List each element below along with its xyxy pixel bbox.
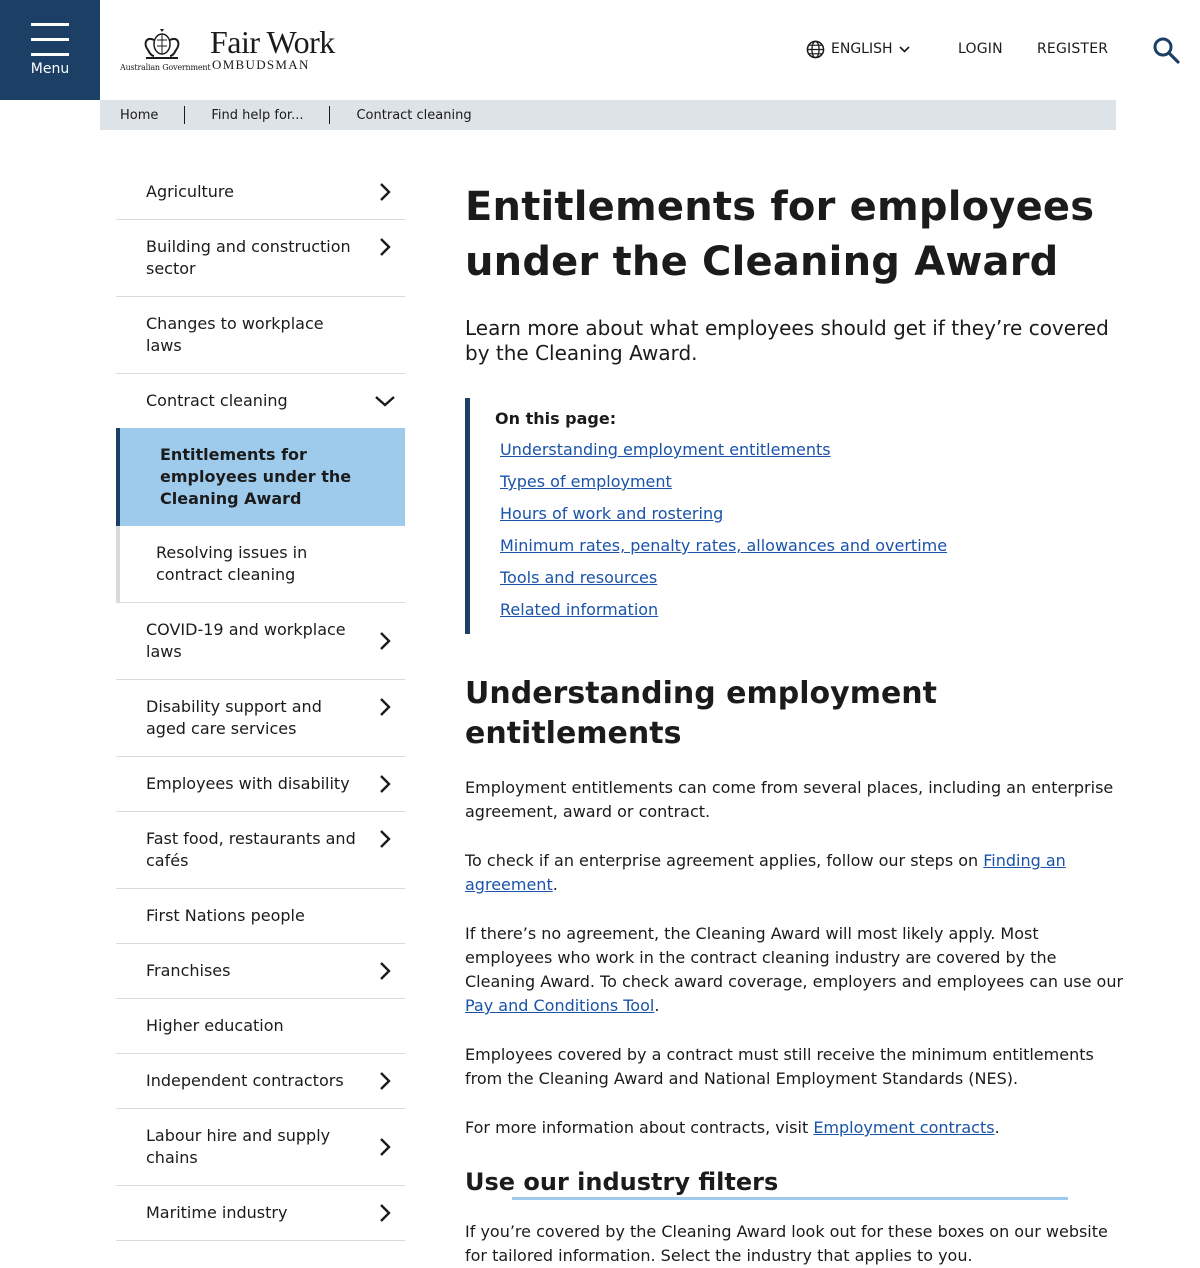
login-link[interactable]: LOGIN	[958, 41, 1003, 57]
sidebar-item-independent-contractors[interactable]	[116, 1054, 405, 1109]
search-icon[interactable]	[1152, 36, 1180, 64]
sidebar-subitem-resolving-issues[interactable]: Resolving issues in contract cleaning	[156, 543, 308, 584]
sidebar-item-label: Building and construction sector	[146, 237, 351, 278]
main-content	[465, 180, 1125, 1268]
sidebar-subitem-entitlements[interactable]: Entitlements for employees under the Cleaning Award	[116, 428, 405, 526]
sidebar-item-label: Disability support and aged care services	[146, 697, 322, 738]
menu-button[interactable]	[0, 0, 100, 100]
chevron-right-icon	[377, 1136, 393, 1158]
sidebar-item-franchises[interactable]	[116, 944, 405, 999]
breadcrumb-find-help[interactable]: Find help for...	[211, 107, 304, 123]
sidebar-subnav	[116, 428, 405, 603]
employment-contracts-link[interactable]: Employment contracts	[813, 1118, 995, 1137]
paragraph-text: For more information about contracts, visit	[465, 1118, 814, 1137]
chevron-right-icon	[377, 236, 393, 258]
logo-subtitle: OMBUDSMAN	[212, 57, 310, 72]
paragraph-text: If there’s no agreement, the Cleaning Award will most likely apply. Most employees who work in the contract cleaning industry are covered by the Cleaning Award. To check award coverage, employers and employees can use our	[465, 924, 1124, 991]
sidebar-item-label: Maritime industry	[146, 1203, 288, 1222]
sidebar-item-label: First Nations people	[146, 906, 305, 925]
sidebar-item-changes-workplace-laws[interactable]	[116, 297, 405, 374]
sidebar-item-covid[interactable]	[116, 603, 405, 680]
globe-icon	[806, 40, 825, 59]
on-this-page	[465, 398, 1125, 634]
paragraph-text: .	[994, 1118, 1000, 1137]
logo-title: Fair Work	[210, 24, 335, 60]
paragraph: Employment entitlements can come from several places, including an enterprise agreement, award or contract.	[465, 778, 1114, 821]
sidebar-item-label: Employees with disability	[146, 774, 350, 793]
government-text: Australian Government	[120, 63, 211, 72]
toc-heading: On this page:	[495, 409, 617, 428]
chevron-right-icon	[377, 696, 393, 718]
finding-agreement-link[interactable]: Finding an agreement	[465, 851, 1066, 894]
sidebar-item-label: COVID-19 and workplace laws	[146, 620, 346, 661]
paragraph-text: To check if an enterprise agreement applies, follow our steps on	[465, 851, 984, 870]
toc-link-understanding[interactable]: Understanding employment entitlements	[500, 440, 831, 459]
toc-link-rates[interactable]: Minimum rates, penalty rates, allowances and overtime	[500, 536, 948, 555]
chevron-right-icon	[377, 773, 393, 795]
language-selector[interactable]	[806, 36, 910, 62]
lead-paragraph: Learn more about what employees should get if they’re covered by the Cleaning Award.	[465, 316, 1109, 365]
sidebar-item-first-nations[interactable]	[116, 889, 405, 944]
sidebar-item-labour-hire[interactable]	[116, 1109, 405, 1186]
register-link[interactable]: REGISTER	[1037, 41, 1109, 57]
pay-conditions-tool-link[interactable]: Pay and Conditions Tool	[465, 996, 655, 1015]
chevron-right-icon	[377, 630, 393, 652]
industry-filter-box	[512, 1197, 1068, 1200]
chevron-right-icon	[377, 960, 393, 982]
sidebar-item-label: Contract cleaning	[146, 391, 288, 410]
chevron-right-icon	[377, 181, 393, 203]
language-label: ENGLISH	[831, 41, 893, 57]
sidebar-item-label: Changes to workplace laws	[146, 314, 324, 355]
section-heading-understanding: Understanding employment entitlements	[465, 676, 938, 751]
sidebar-item-label: Agriculture	[146, 182, 234, 201]
paragraph: Employees covered by a contract must still receive the minimum entitlements from the Cleaning Award and National Employment Standards (NES).	[465, 1045, 1094, 1088]
paragraph-text: .	[552, 875, 558, 894]
paragraph-text: .	[654, 996, 660, 1015]
chevron-down-icon	[374, 390, 396, 412]
sidebar-item-label: Fast food, restaurants and cafés	[146, 829, 356, 870]
paragraph: If you’re covered by the Cleaning Award look out for these boxes on our website for tailored information. Select the industry that applies to you.	[465, 1222, 1108, 1265]
toc-link-tools[interactable]: Tools and resources	[500, 568, 658, 587]
breadcrumb-contract-cleaning[interactable]: Contract cleaning	[356, 107, 472, 123]
breadcrumb-home[interactable]: Home	[120, 107, 159, 123]
sidebar-item-maritime[interactable]	[116, 1186, 405, 1241]
paragraph	[465, 1116, 1125, 1140]
menu-label: Menu	[30, 61, 70, 77]
chevron-right-icon	[377, 1070, 393, 1092]
toc-link-types[interactable]: Types of employment	[500, 472, 672, 491]
chevron-down-icon	[899, 46, 910, 53]
paragraph	[465, 849, 1125, 897]
sidebar-item-label: Franchises	[146, 961, 231, 980]
toc-link-hours[interactable]: Hours of work and rostering	[500, 504, 724, 523]
sidebar-item-fast-food[interactable]	[116, 812, 405, 889]
sidebar-item-disability-aged-care[interactable]	[116, 680, 405, 757]
sidebar-item-label: Independent contractors	[146, 1071, 344, 1090]
breadcrumb	[100, 100, 1116, 130]
sidebar-item-building[interactable]	[116, 220, 405, 297]
toc-link-related[interactable]: Related information	[500, 600, 659, 619]
sidebar-item-label: Labour hire and supply chains	[146, 1126, 331, 1167]
section-heading-industry-filters: Use our industry filters	[465, 1168, 779, 1196]
sidebar-item-agriculture[interactable]	[116, 165, 405, 220]
coat-of-arms-icon	[140, 28, 184, 62]
sidebar-item-contract-cleaning[interactable]	[116, 374, 405, 428]
chevron-right-icon	[377, 1202, 393, 1224]
paragraph	[465, 922, 1125, 1018]
page-title: Entitlements for employees under the Cleaning Award	[465, 184, 1095, 285]
sidebar-item-higher-education[interactable]	[116, 999, 405, 1054]
chevron-right-icon	[377, 828, 393, 850]
sidebar-nav	[116, 165, 405, 1241]
sidebar-item-employees-disability[interactable]	[116, 757, 405, 812]
fair-work-logo[interactable]	[120, 26, 360, 76]
sidebar-item-label: Higher education	[146, 1016, 284, 1035]
